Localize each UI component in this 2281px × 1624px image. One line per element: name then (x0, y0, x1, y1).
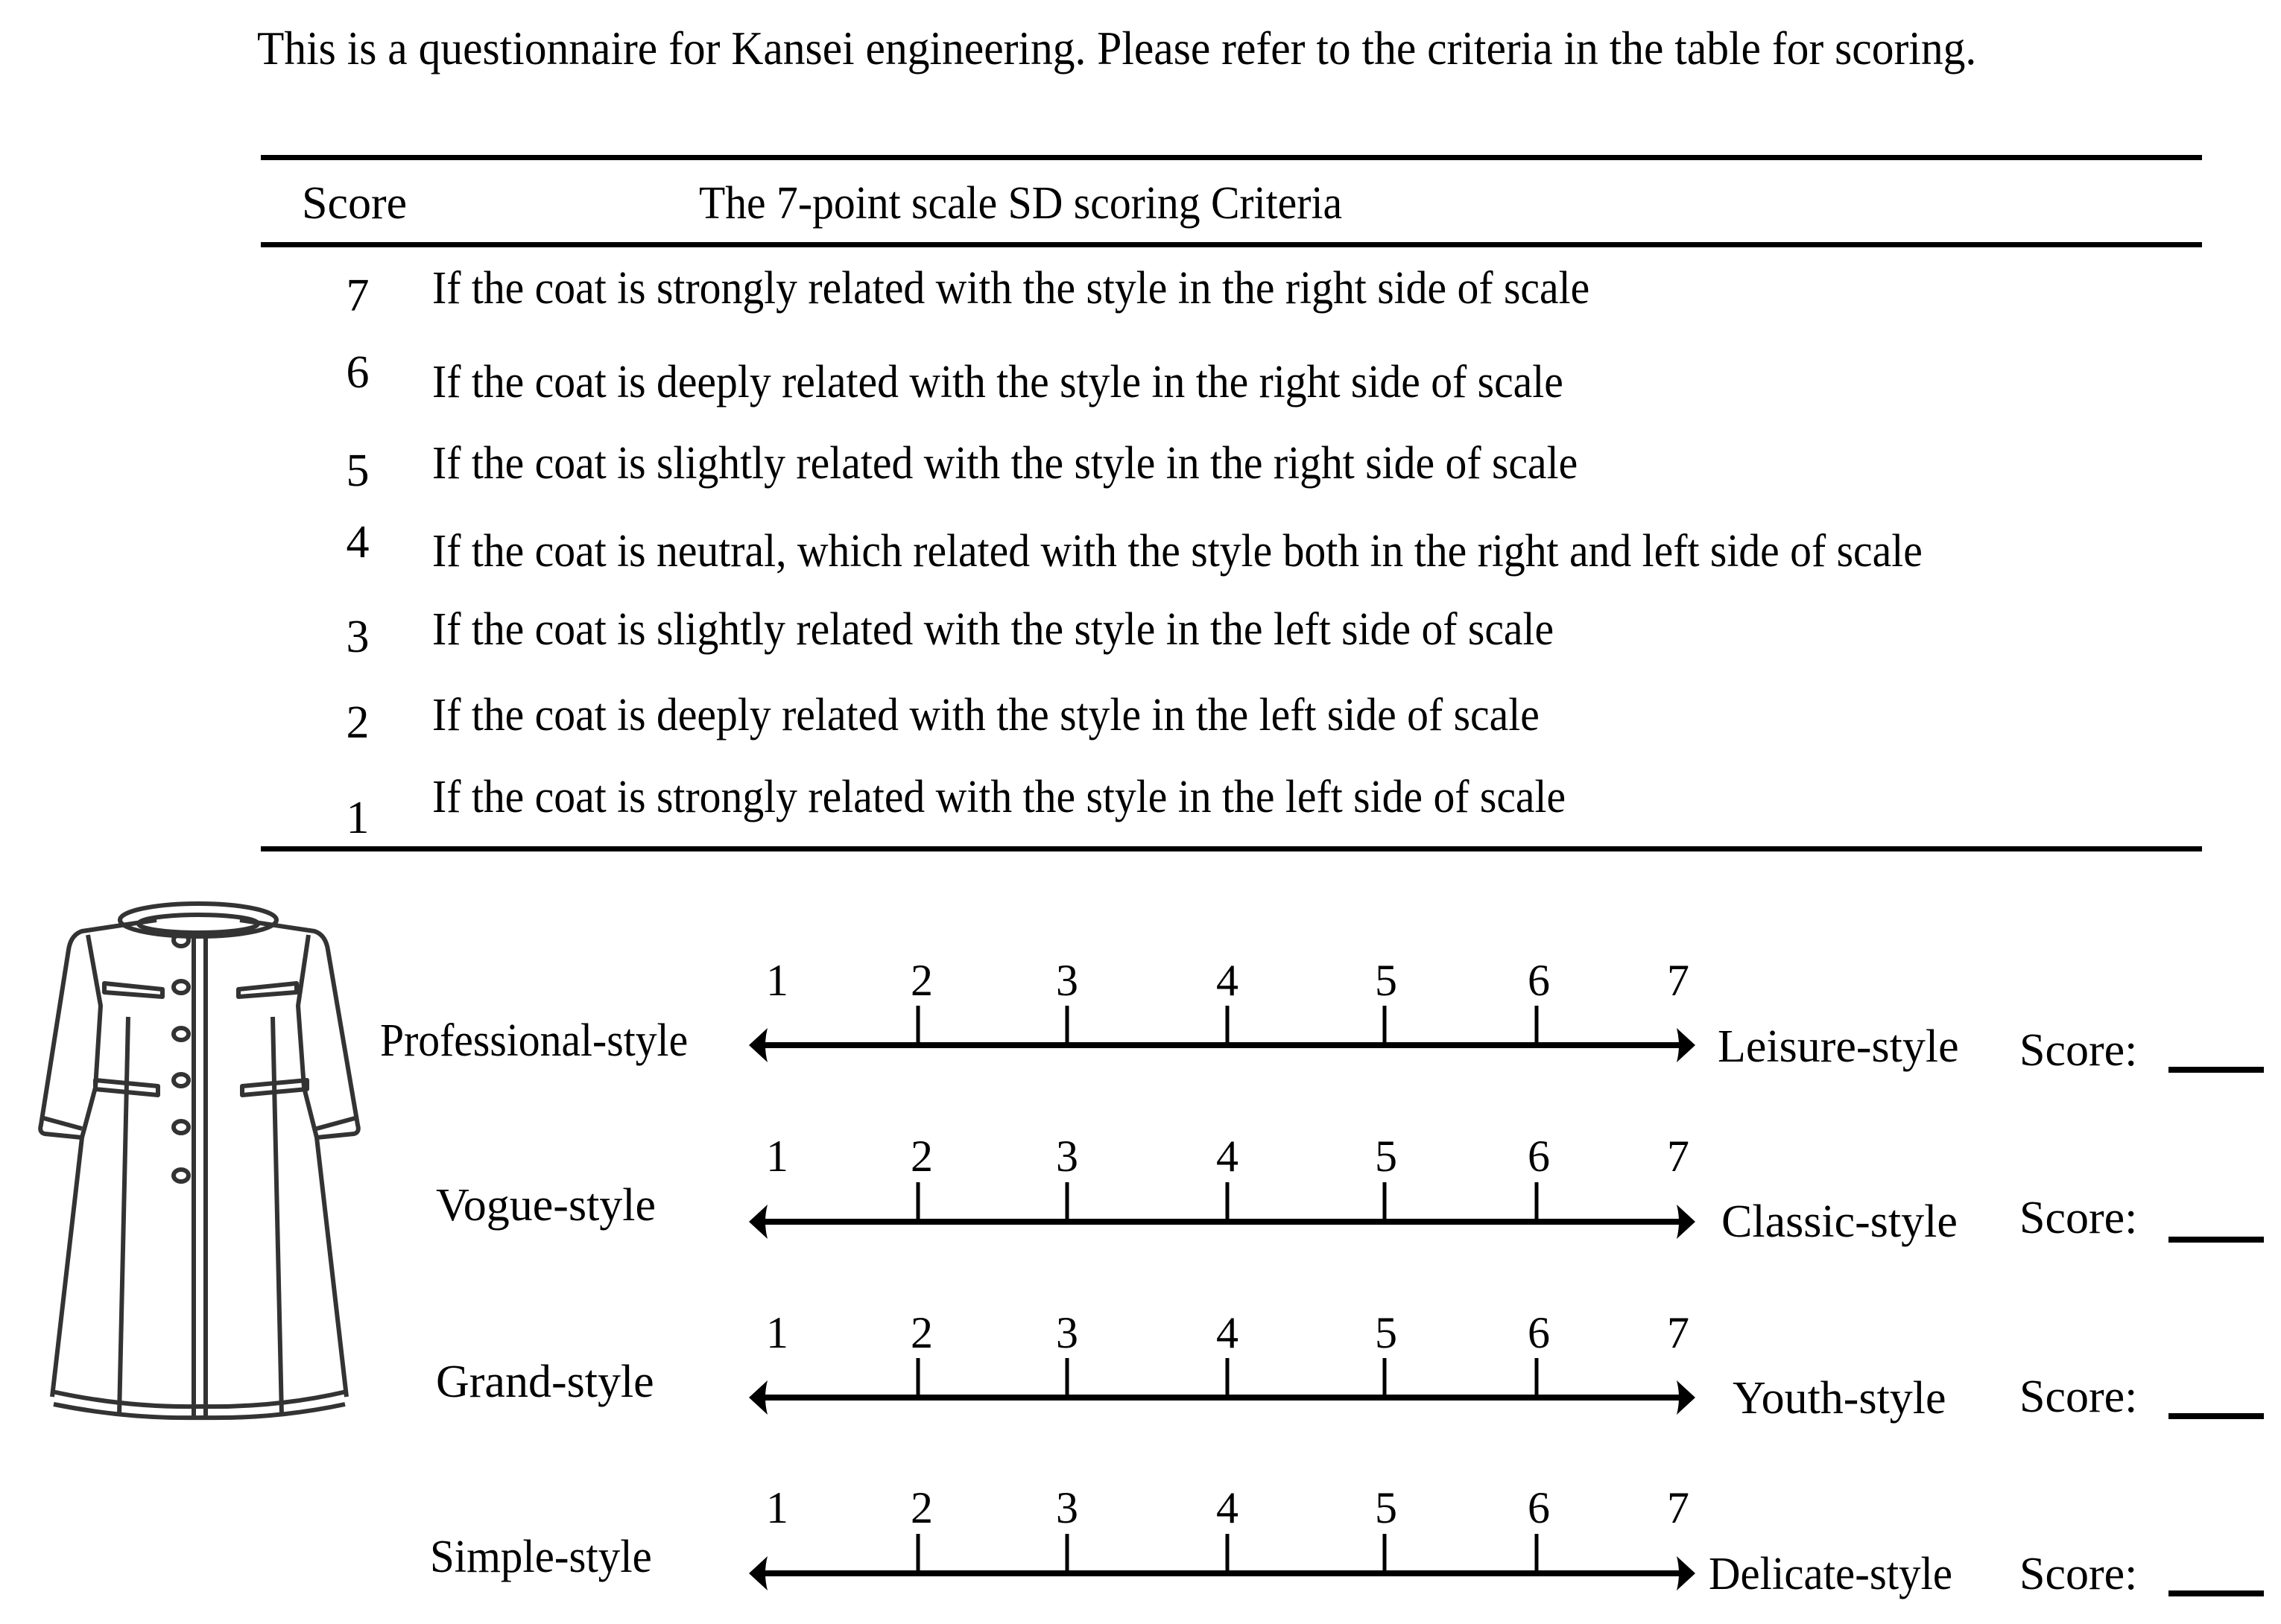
row-score: 6 (346, 347, 370, 398)
left-pole-label: Grand-style (436, 1357, 654, 1407)
left-pole-label: Vogue-style (436, 1180, 657, 1231)
scale-number[interactable]: 1 (766, 1483, 788, 1532)
row-criteria: If the coat is slightly related with the style in the right side of scale (432, 438, 1578, 489)
scale-number[interactable]: 7 (1667, 956, 1689, 1005)
scale-number[interactable]: 2 (911, 956, 933, 1005)
score-input[interactable] (2168, 1067, 2264, 1073)
score-input[interactable] (2168, 1590, 2264, 1596)
header-score: Score (302, 178, 408, 229)
header-criteria: The 7-point scale SD scoring Criteria (699, 178, 1343, 229)
row-criteria: If the coat is strongly related with the style in the left side of scale (432, 772, 1566, 822)
row-score: 7 (346, 270, 370, 321)
scale-number[interactable]: 3 (1056, 1132, 1078, 1181)
scale-number[interactable]: 1 (766, 956, 788, 1005)
scale-number[interactable]: 6 (1528, 1308, 1550, 1357)
score-label: Score: (2019, 1371, 2138, 1422)
score-input[interactable] (2168, 1237, 2264, 1243)
score-label: Score: (2019, 1025, 2138, 1076)
intro-text: This is a questionnaire for Kansei engineering. Please refer to the criteria in the table for scoring. (257, 22, 1977, 74)
row-criteria: If the coat is neutral, which related with the style both in the right and left side of scale (432, 526, 1923, 577)
scale-number[interactable]: 5 (1375, 956, 1397, 1005)
scale-number[interactable]: 1 (766, 1132, 788, 1181)
row-criteria: If the coat is deeply related with the style in the right side of scale (432, 357, 1563, 407)
scale-number[interactable]: 6 (1528, 956, 1550, 1005)
scale-number[interactable]: 6 (1528, 1483, 1550, 1532)
row-score: 4 (346, 517, 370, 568)
scale-number[interactable]: 4 (1216, 956, 1238, 1005)
scale-number[interactable]: 6 (1528, 1132, 1550, 1181)
scale-number[interactable]: 2 (911, 1132, 933, 1181)
scale-number[interactable]: 3 (1056, 956, 1078, 1005)
right-pole-label: Youth-style (1733, 1373, 1946, 1424)
row-score: 2 (346, 697, 370, 748)
right-pole-label: Leisure-style (1718, 1021, 1959, 1072)
scale-number[interactable]: 5 (1375, 1483, 1397, 1532)
row-criteria: If the coat is deeply related with the style in the left side of scale (432, 690, 1540, 740)
row-criteria: If the coat is slightly related with the style in the left side of scale (432, 604, 1554, 655)
left-pole-label: Simple-style (430, 1532, 652, 1582)
row-criteria: If the coat is strongly related with the style in the right side of scale (432, 263, 1590, 314)
row-score: 1 (346, 793, 370, 843)
score-label: Score: (2019, 1549, 2138, 1599)
left-pole-label: Professional-style (380, 1015, 689, 1066)
scale-number[interactable]: 3 (1056, 1483, 1078, 1532)
scale-number[interactable]: 4 (1216, 1308, 1238, 1357)
scale-number[interactable]: 4 (1216, 1483, 1238, 1532)
scale-number[interactable]: 5 (1375, 1132, 1397, 1181)
right-pole-label: Classic-style (1721, 1196, 1958, 1247)
scale-number[interactable]: 5 (1375, 1308, 1397, 1357)
scale-number[interactable]: 7 (1667, 1308, 1689, 1357)
row-score: 5 (346, 445, 370, 496)
score-label: Score: (2019, 1193, 2138, 1243)
scale-number[interactable]: 7 (1667, 1132, 1689, 1181)
scale-number[interactable]: 7 (1667, 1483, 1689, 1532)
right-pole-label: Delicate-style (1709, 1549, 1953, 1599)
scale-number[interactable]: 4 (1216, 1132, 1238, 1181)
scale-number[interactable]: 2 (911, 1483, 933, 1532)
score-input[interactable] (2168, 1413, 2264, 1419)
scale-number[interactable]: 1 (766, 1308, 788, 1357)
row-score: 3 (346, 612, 370, 662)
scale-number[interactable]: 3 (1056, 1308, 1078, 1357)
scale-number[interactable]: 2 (911, 1308, 933, 1357)
